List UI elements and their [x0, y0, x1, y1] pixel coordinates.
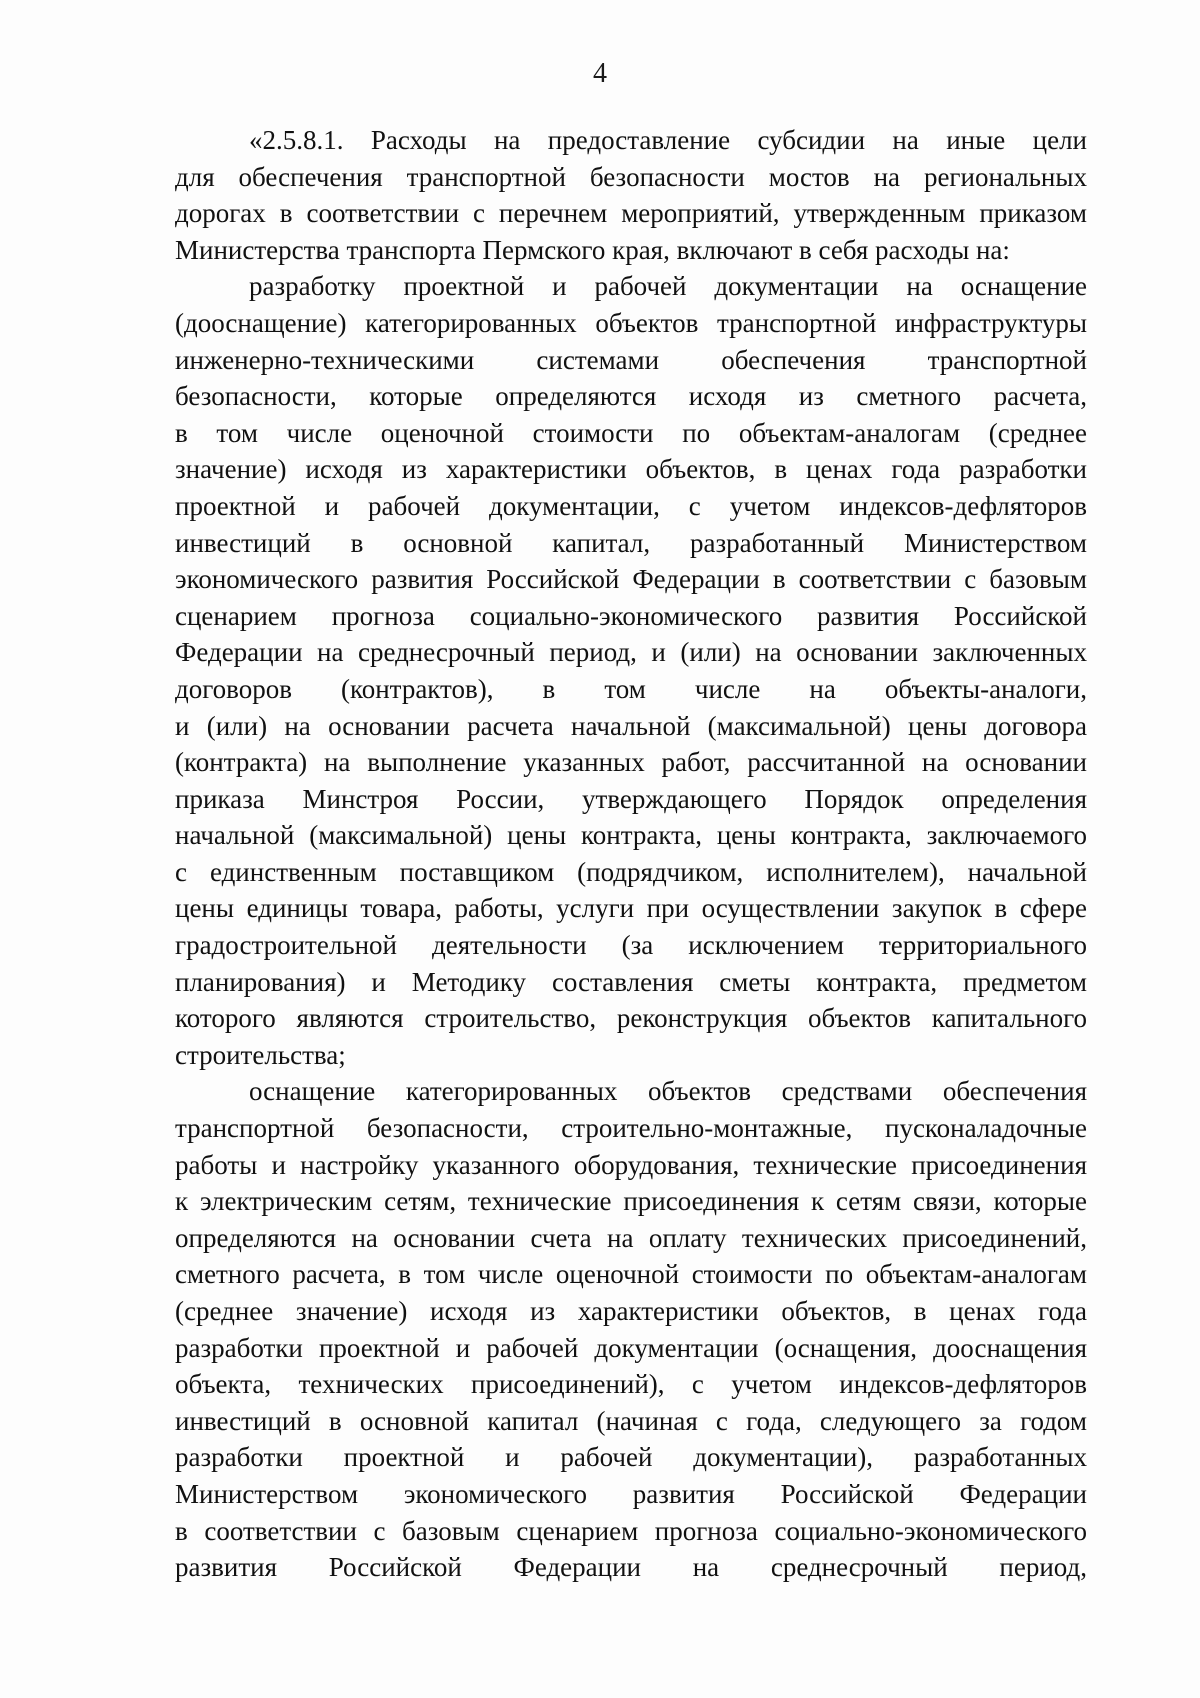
- text-line: сметного расчета, в том числе оценочной стоимости по объектам-аналогам: [175, 1259, 1087, 1290]
- text-line: определяются на основании счета на оплату технических присоединений,: [175, 1222, 1087, 1253]
- text-line: (дооснащение) категорированных объектов транспортной инфраструктуры: [175, 307, 1087, 338]
- text-line: с единственным поставщиком (подрядчиком, исполнителем), начальной: [175, 856, 1087, 887]
- text-line: Федерации на среднесрочный период, и (или) на основании заключенных: [175, 637, 1087, 668]
- text-line: работы и настройку указанного оборудования, технические присоединения: [175, 1149, 1087, 1180]
- text-line: градостроительной деятельности (за исключением территориального: [175, 930, 1087, 961]
- text-line: Министерством экономического развития Российской Федерации: [175, 1478, 1087, 1509]
- text-line: в том числе оценочной стоимости по объектам-аналогам (среднее: [175, 417, 1087, 448]
- text-line: (среднее значение) исходя из характеристики объектов, в ценах года: [175, 1296, 1087, 1326]
- text-line: приказа Минстроя России, утверждающего Порядок определения: [175, 783, 1087, 814]
- text-line: объекта, технических присоединений), с учетом индексов-дефляторов: [175, 1369, 1087, 1400]
- text-line: «2.5.8.1. Расходы на предоставление субсидии на иные цели: [249, 125, 1087, 155]
- text-line: сценарием прогноза социально-экономического развития Российской: [175, 600, 1087, 631]
- text-line: инженерно-техническими системами обеспечения транспортной: [175, 344, 1087, 375]
- page-number: 4: [593, 58, 607, 89]
- text-line: разработки проектной и рабочей документации), разработанных: [175, 1442, 1087, 1473]
- text-line: для обеспечения транспортной безопасности мостов на региональных: [175, 161, 1087, 192]
- text-line: цены единицы товара, работы, услуги при осуществлении закупок в сфере: [175, 893, 1087, 924]
- text-line: разработки проектной и рабочей документации (оснащения, дооснащения: [175, 1332, 1087, 1363]
- text-line: и (или) на основании расчета начальной (максимальной) цены договора: [175, 710, 1087, 741]
- text-line: развития Российской Федерации на среднесрочный период,: [175, 1552, 1087, 1583]
- text-line: инвестиций в основной капитал, разработанный Министерством: [175, 527, 1087, 558]
- text-line: Министерства транспорта Пермского края, включают в себя расходы на:: [175, 234, 1010, 265]
- text-line: договоров (контрактов), в том числе на объекты-аналоги,: [175, 673, 1087, 704]
- text-line: к электрическим сетям, технические присоединения к сетям связи, которые: [175, 1186, 1087, 1217]
- text-line: проектной и рабочей документации, с учетом индексов-дефляторов: [175, 490, 1087, 521]
- text-line: транспортной безопасности, строительно-монтажные, пусконаладочные: [175, 1113, 1087, 1144]
- document-body: [175, 122, 1087, 1586]
- text-line: строительства;: [175, 1039, 346, 1070]
- text-line: оснащение категорированных объектов средствами обеспечения: [249, 1076, 1087, 1107]
- text-line: в соответствии с базовым сценарием прогноза социально-экономического: [175, 1515, 1087, 1546]
- text-line: дорогах в соответствии с перечнем мероприятий, утвержденным приказом: [175, 198, 1087, 229]
- text-line: (контракта) на выполнение указанных работ, рассчитанной на основании: [175, 747, 1087, 778]
- text-line: инвестиций в основной капитал (начиная с года, следующего за годом: [175, 1405, 1087, 1436]
- text-line: которого являются строительство, реконструкция объектов капитального: [175, 1003, 1087, 1034]
- text-line: разработку проектной и рабочей документации на оснащение: [249, 271, 1087, 302]
- text-line: безопасности, которые определяются исходя из сметного расчета,: [175, 381, 1087, 412]
- text-line: значение) исходя из характеристики объектов, в ценах года разработки: [175, 454, 1087, 485]
- text-line: начальной (максимальной) цены контракта, цены контракта, заключаемого: [175, 820, 1087, 851]
- text-line: планирования) и Методику составления сметы контракта, предметом: [175, 966, 1087, 997]
- text-line: экономического развития Российской Федерации в соответствии с базовым: [175, 564, 1087, 595]
